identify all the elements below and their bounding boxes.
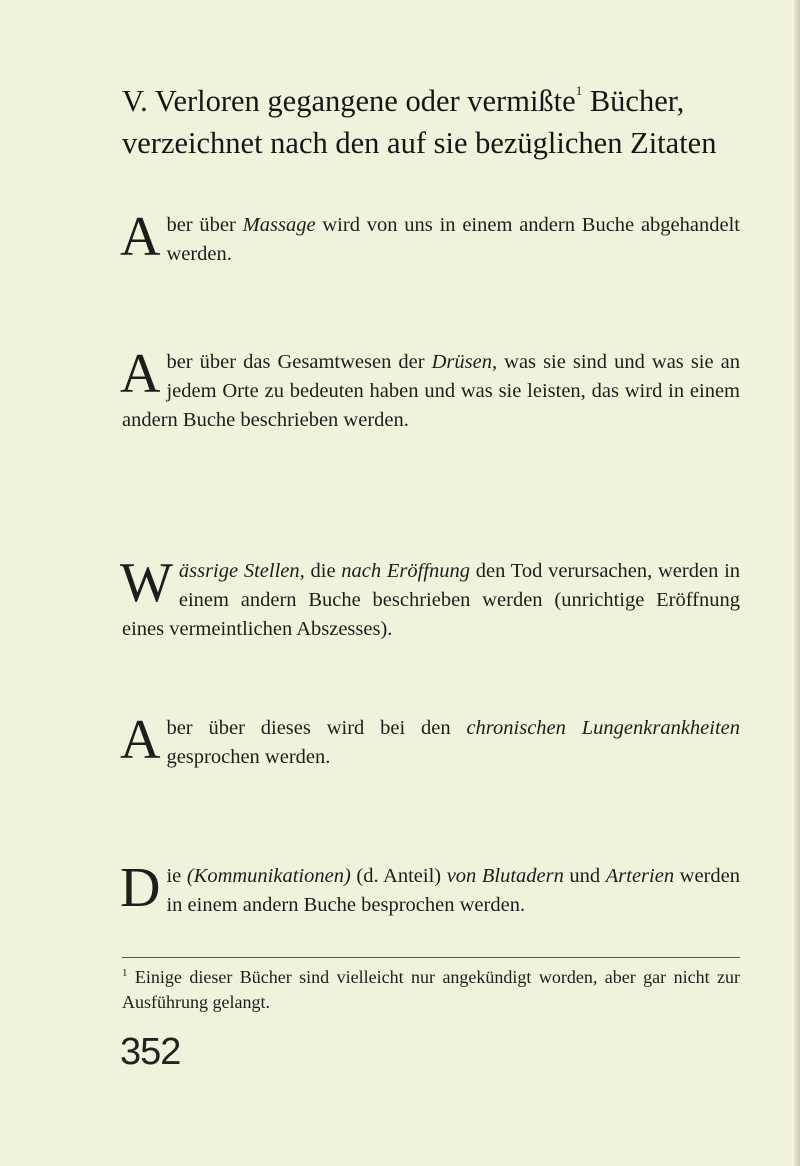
paragraph-text: was sie sind und was sie an jedem Orte zu bedeuten haben und was sie leisten, das wird in einem andern Buche beschrieben werden. bbox=[122, 351, 740, 431]
paragraph-italic: Arterien bbox=[605, 865, 675, 887]
paragraph-massage bbox=[120, 206, 740, 269]
heading-line-2: verzeichnet nach den auf sie bezüglichen Zitaten bbox=[122, 126, 717, 160]
paragraph-text: werden in einem andern Buche besprochen werden. bbox=[166, 865, 740, 916]
paragraph-text: ie bbox=[166, 865, 187, 887]
paragraph-italic: Massage bbox=[242, 214, 316, 236]
page-edge bbox=[794, 0, 800, 1166]
drop-cap: A bbox=[120, 206, 161, 268]
footnote bbox=[122, 965, 740, 1015]
footnote-reference: 1 bbox=[575, 83, 583, 98]
section-heading bbox=[122, 80, 742, 164]
drop-cap: D bbox=[120, 857, 161, 919]
paragraph-italic: nach Eröffnung bbox=[341, 560, 471, 582]
footnote-mark: 1 bbox=[122, 967, 128, 979]
paragraph-kommunikationen bbox=[120, 857, 740, 920]
footnote-text: Einige dieser Bücher sind vielleicht nur angekündigt worden, aber gar nicht zur Ausführung gelangt. bbox=[122, 967, 740, 1012]
paragraph-text: gesprochen werden. bbox=[166, 746, 331, 768]
paragraph-italic: chronischen Lungenkrankheiten bbox=[466, 717, 741, 739]
paragraph-text: und bbox=[563, 865, 606, 887]
heading-line-1: V. Verloren gegangene oder vermißte bbox=[122, 84, 576, 118]
paragraph-text: (d. Anteil) bbox=[350, 865, 447, 887]
paragraph-text: ber über bbox=[166, 214, 243, 236]
paragraph-lungenkrankheiten bbox=[120, 709, 741, 772]
paragraph-italic: Drüsen, bbox=[431, 351, 498, 373]
paragraph-italic: (Kommunikationen) bbox=[186, 865, 351, 887]
paragraph-text: ber über dieses wird bei den bbox=[166, 717, 467, 739]
paragraph-italic: von Blutadern bbox=[446, 865, 564, 887]
paragraph-text: ber über das Gesamtwesen der bbox=[166, 351, 432, 373]
heading-line-1-end: Bücher, bbox=[582, 84, 685, 118]
drop-cap: W bbox=[120, 552, 173, 614]
paragraph-text: wird von uns in einem andern Buche abgehandelt werden. bbox=[166, 214, 740, 265]
paragraph-text: den Tod verursachen, werden in einem andern Buche beschrieben werden (unrichtige Eröffnung eines vermeintlichen Abszesses). bbox=[122, 560, 741, 640]
paragraph-text: die bbox=[304, 560, 342, 582]
drop-cap: A bbox=[120, 343, 161, 405]
paragraph-druesen bbox=[120, 343, 740, 435]
page-number: 352 bbox=[120, 1031, 181, 1073]
drop-cap: A bbox=[120, 709, 161, 771]
paragraph-italic: ässrige Stellen, bbox=[178, 560, 305, 582]
footnote-divider bbox=[122, 957, 740, 958]
paragraph-waessrige-stellen bbox=[120, 552, 741, 644]
